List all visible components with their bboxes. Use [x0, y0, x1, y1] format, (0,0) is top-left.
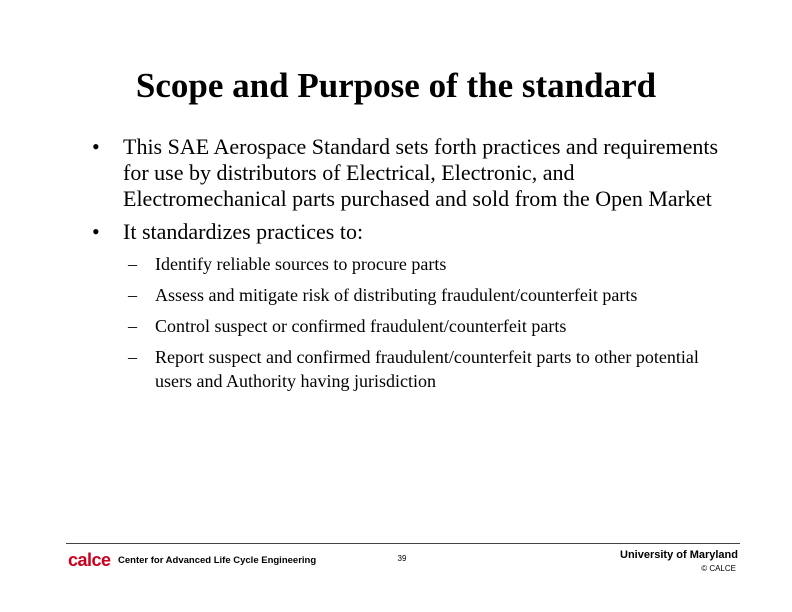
footer-divider — [66, 543, 740, 544]
slide-title: Scope and Purpose of the standard — [135, 66, 657, 105]
bullet-list — [92, 134, 732, 400]
sub-bullet-text: Control suspect or confirmed fraudulent/counterfeit parts — [155, 316, 567, 336]
bullet-item — [92, 219, 732, 245]
bullet-text: This SAE Aerospace Standard sets forth practices and requirements for use by distributors of Electrical, Electronic, and Electromechanical parts purchased and sold from the Open Market — [123, 134, 719, 211]
dash-marker: – — [128, 316, 137, 336]
dash-marker: – — [128, 347, 137, 367]
sub-bullet-item — [92, 283, 732, 307]
calce-logo: calce — [68, 550, 111, 570]
center-name: Center for Advanced Life Cycle Engineering — [118, 555, 317, 566]
sub-bullet-item — [92, 252, 732, 276]
bullet-item — [92, 134, 732, 212]
page-number: 39 — [397, 554, 407, 563]
bullet-text: It standardizes practices to: — [123, 219, 364, 244]
copyright-notice: © CALCE — [701, 564, 736, 573]
sub-bullet-list — [92, 252, 732, 393]
bullet-marker: • — [92, 219, 100, 244]
dash-marker: – — [128, 285, 137, 305]
sub-bullet-item — [92, 345, 732, 393]
sub-bullet-item — [92, 314, 732, 338]
university-name: University of Maryland — [620, 549, 738, 561]
sub-bullet-text: Report suspect and confirmed fraudulent/counterfeit parts to other potential users and Authority having jurisdiction — [155, 347, 699, 391]
dash-marker: – — [128, 254, 137, 274]
sub-bullet-text: Assess and mitigate risk of distributing fraudulent/counterfeit parts — [155, 285, 638, 305]
sub-bullet-text: Identify reliable sources to procure parts — [155, 254, 447, 274]
bullet-marker: • — [92, 134, 100, 159]
